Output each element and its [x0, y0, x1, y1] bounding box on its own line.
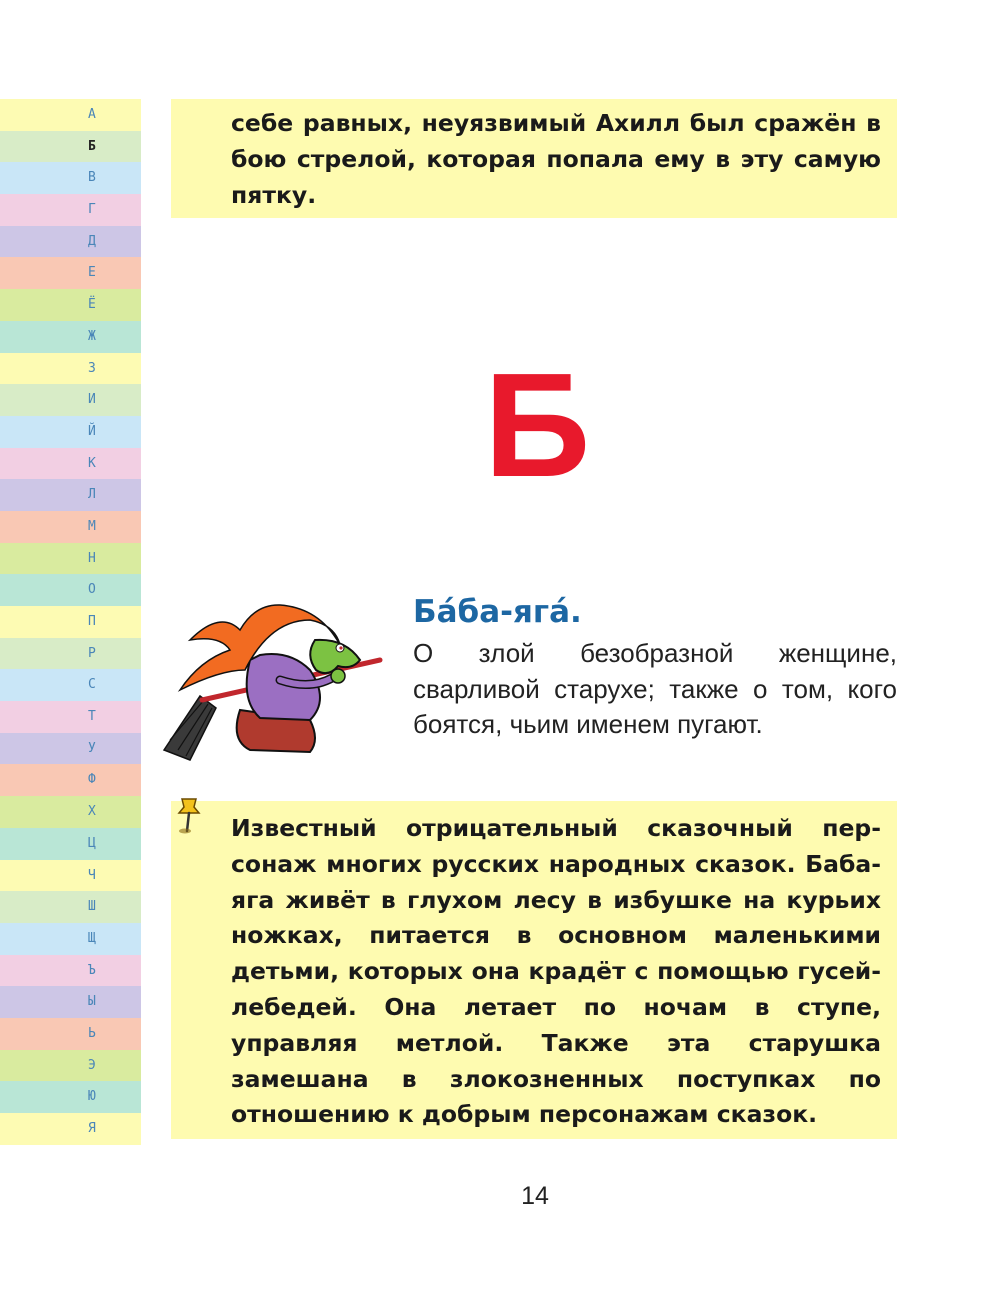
- alphabet-row: [0, 131, 141, 163]
- alphabet-letter: О: [88, 582, 96, 598]
- alphabet-letter: В: [88, 170, 96, 186]
- alphabet-row: [0, 733, 141, 765]
- alphabet-letter: Н: [88, 550, 96, 566]
- alphabet-letter: Щ: [88, 930, 96, 946]
- alphabet-row: [0, 638, 141, 670]
- alphabet-row: [0, 257, 141, 289]
- alphabet-letter: М: [88, 518, 96, 534]
- alphabet-row: [0, 543, 141, 575]
- alphabet-letter: И: [88, 392, 96, 408]
- alphabet-row: [0, 1081, 141, 1113]
- alphabet-letter: Ф: [88, 772, 96, 788]
- alphabet-row: [0, 669, 141, 701]
- entry-definition: О злой безобразной женщине, сварливой старухе; также о том, кого боятся, чьим именем пугают.: [413, 638, 897, 739]
- alphabet-letter: Ж: [88, 328, 96, 344]
- alphabet-row: [0, 448, 141, 480]
- alphabet-letter: Ъ: [88, 962, 96, 978]
- alphabet-letter: А: [88, 107, 96, 122]
- alphabet-letter: К: [88, 455, 96, 471]
- alphabet-row: [0, 1050, 141, 1082]
- alphabet-letter: Б: [88, 138, 96, 154]
- alphabet-letter: Е: [88, 265, 96, 281]
- alphabet-row: [0, 1018, 141, 1050]
- alphabet-letter: Ь: [88, 1025, 96, 1041]
- alphabet-row: [0, 384, 141, 416]
- alphabet-row: [0, 99, 141, 131]
- alphabet-letter: З: [88, 360, 96, 376]
- note-text: Известный отрицательный сказочный персонаж многих русских народных сказок. Баба-яга живёт в глухом лесу в избушке на курьих ножках, питается в основном маленькими детьми, которых она крадёт с помощью гусей-лебедей. Она летает по ночам в ступе, управляя метлой. Также эта старушка замешана в злокозненных поступках по отношению к добрым персонажам сказок.: [231, 814, 881, 1129]
- alphabet-row: [0, 1113, 141, 1145]
- alphabet-letter: Ш: [88, 899, 96, 915]
- entry-title: Ба́ба-яга́.: [413, 594, 582, 630]
- continuation-box: [171, 99, 897, 218]
- alphabet-row: [0, 479, 141, 511]
- alphabet-letter: Я: [88, 1121, 96, 1136]
- alphabet-letter: Й: [88, 423, 96, 439]
- alphabet-row: [0, 796, 141, 828]
- section-letter: Б: [484, 343, 591, 508]
- alphabet-row: [0, 606, 141, 638]
- alphabet-row: [0, 194, 141, 226]
- alphabet-row: [0, 226, 141, 258]
- alphabet-row: [0, 891, 141, 923]
- alphabet-row: [0, 923, 141, 955]
- alphabet-row: [0, 574, 141, 606]
- alphabet-letter: Э: [88, 1057, 96, 1073]
- alphabet-row: [0, 828, 141, 860]
- alphabet-row: [0, 353, 141, 385]
- alphabet-letter: Ё: [88, 297, 96, 313]
- alphabet-row: [0, 986, 141, 1018]
- pushpin-icon: [172, 795, 206, 835]
- alphabet-row: [0, 860, 141, 892]
- alphabet-letter: П: [88, 614, 96, 629]
- witch-on-broom-illustration: [160, 600, 400, 765]
- note-box: [171, 801, 897, 1139]
- alphabet-letter: Л: [88, 487, 96, 503]
- alphabet-row: [0, 764, 141, 796]
- alphabet-letter: Т: [88, 709, 96, 725]
- alphabet-row: [0, 289, 141, 321]
- alphabet-letter: С: [88, 677, 96, 693]
- alphabet-letter: Д: [88, 233, 96, 249]
- alphabet-letter: Ы: [88, 994, 96, 1010]
- alphabet-letter: Г: [88, 202, 96, 218]
- alphabet-row: [0, 701, 141, 733]
- alphabet-letter: Ч: [88, 867, 96, 883]
- alphabet-row: [0, 511, 141, 543]
- alphabet-row: [0, 321, 141, 353]
- continuation-text: себе равных, неуязвимый Ахилл был сражён в бою стрелой, которая попала ему в эту самую пятку.: [231, 109, 881, 209]
- page-number: 14: [521, 1182, 549, 1210]
- alphabet-letter: У: [88, 740, 96, 756]
- alphabet-row: [0, 416, 141, 448]
- alphabet-letter: Ц: [88, 835, 96, 851]
- alphabet-index: [0, 99, 141, 1145]
- alphabet-row: [0, 955, 141, 987]
- alphabet-letter: Ю: [88, 1089, 96, 1105]
- alphabet-letter: Р: [88, 645, 96, 661]
- alphabet-row: [0, 162, 141, 194]
- alphabet-letter: Х: [88, 804, 96, 820]
